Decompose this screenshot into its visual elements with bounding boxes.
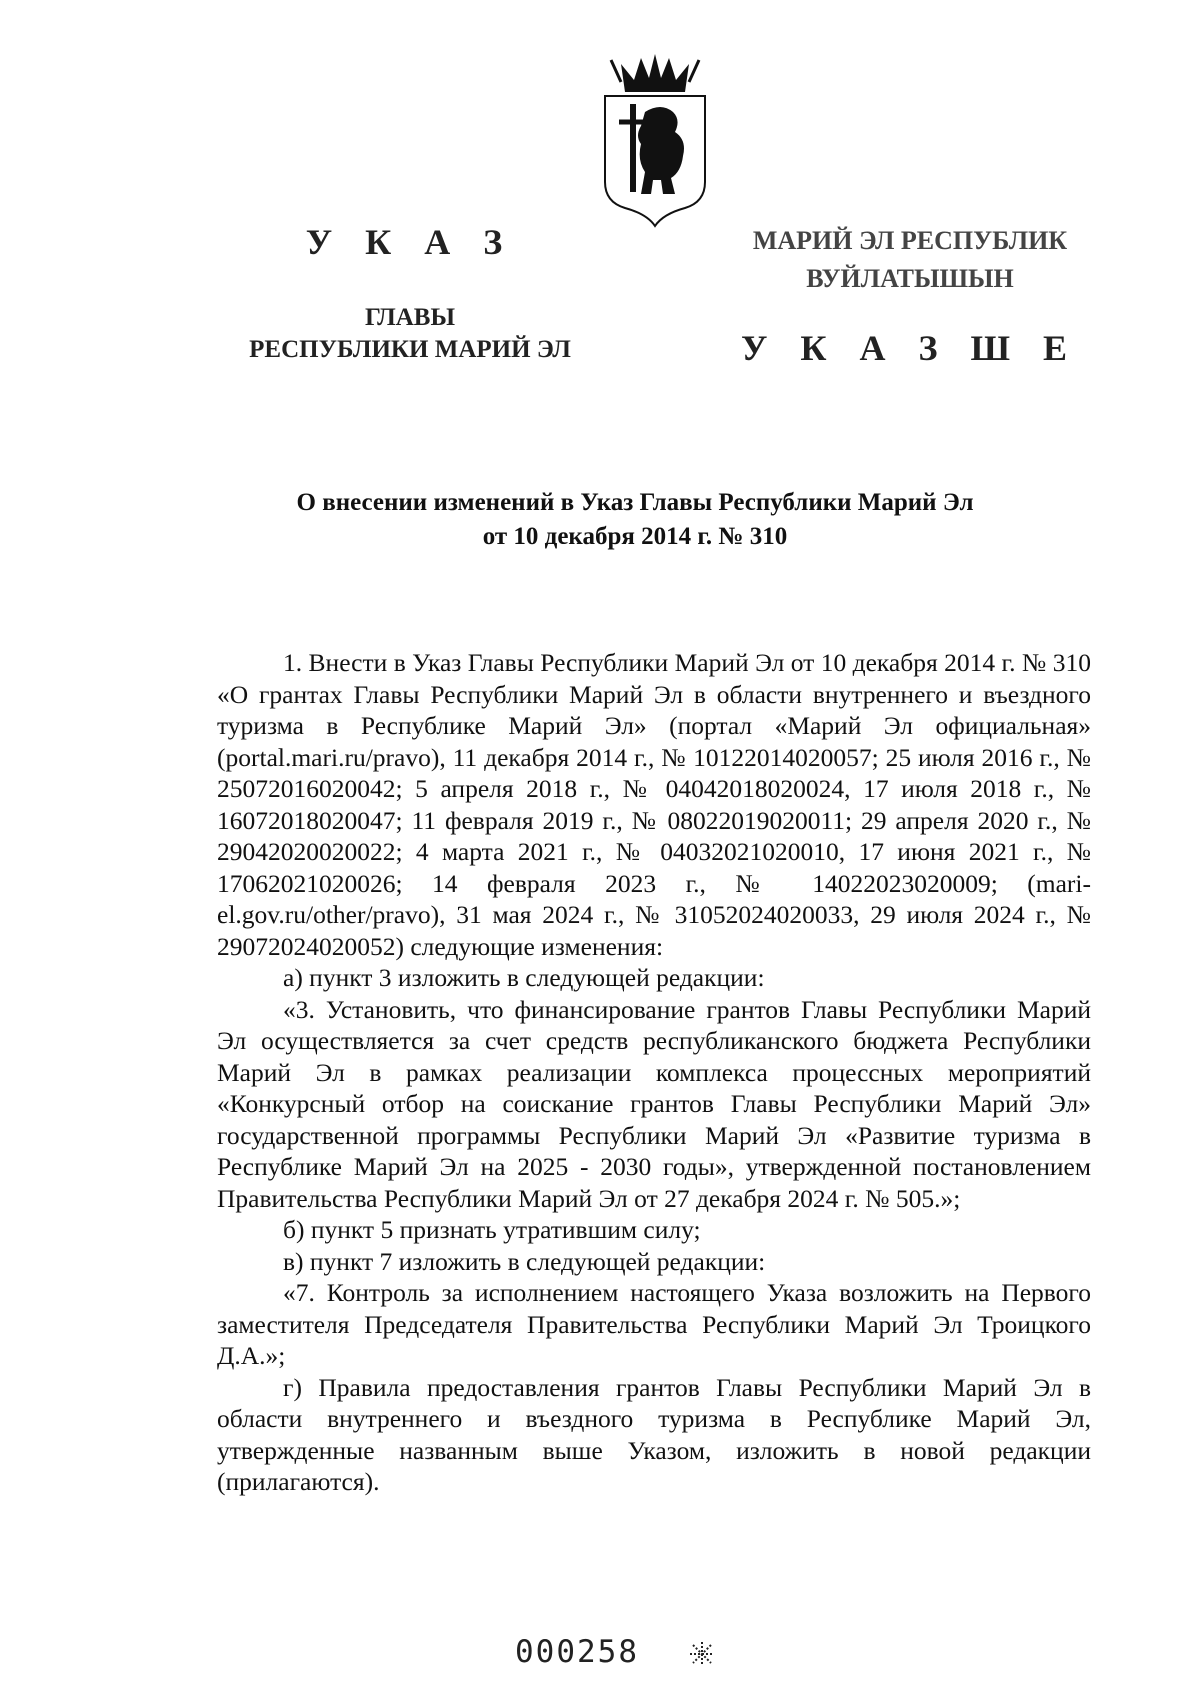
security-mark-icon	[688, 1640, 716, 1668]
document-body	[217, 647, 1091, 1498]
header-ukazshe-title: У К А З Ш Е	[740, 328, 1080, 368]
paragraph-b: б) пункт 5 признать утратившим силу;	[283, 1215, 701, 1244]
document-title-line-2: от 10 декабря 2014 г. № 310	[482, 523, 788, 550]
document-title-line-1: О внесении изменений в Указ Главы Республики Марий Эл	[296, 489, 974, 516]
header-right-line-2: ВУЙЛАТЫШЫН	[806, 264, 1014, 293]
header-right-line-1: МАРИЙ ЭЛ РЕСПУБЛИК	[752, 226, 1068, 255]
paragraph-v: в) пункт 7 изложить в следующей редакции:	[283, 1246, 766, 1276]
paragraph-a: а) пункт 3 изложить в следующей редакции:	[283, 963, 765, 992]
header-left-block	[190, 222, 630, 366]
document-title	[200, 486, 1070, 554]
paragraph-1: 1. Внести в Указ Главы Республики Марий Эл от 10 декабря 2014 г. № 310 «О грантах Главы Республики Марий Эл в области внутреннего и въездного туризма в Республике Марий Эл» (портал «Марий Эл официальная» (portal.mari.ru/pravo), 11 декабря 2014 г., № 10122014020057; 25 июля 2016 г., № 25072016020042; 5 апреля 2018 г., № 04042018020024, 17 июля 2018 г., № 16072018020047; 11 февраля 2019 г., № 08022019020011; 29 апреля 2020 г., № 29042020020022; 4 марта 2021 г., № 04032021020010, 17 июня 2021 г., № 17062021020026; 14 февраля 2023 г., № 14022023020009; (mari-el.gov.ru/other/pravo), 31 мая 2024 г., № 31052024020033, 29 июля 2024 г., № 29072024020052) следующие изменения:	[217, 648, 1091, 961]
header-left-subtitle-2: РЕСПУБЛИКИ МАРИЙ ЭЛ	[249, 336, 571, 363]
serial-number: 000258	[515, 1634, 639, 1670]
paragraph-v-text: «7. Контроль за исполнением настоящего Указа возложить на Первого заместителя Председателя Правительства Республики Марий Эл Троицкого Д.А.»;	[217, 1278, 1091, 1370]
coat-of-arms-emblem	[601, 52, 709, 228]
header-left-subtitle-1: ГЛАВЫ	[364, 304, 456, 331]
paragraph-g: г) Правила предоставления грантов Главы Республики Марий Эл в области внутреннего и въездного туризма в Республике Марий Эл, утвержденные названным выше Указом, изложить в новой редакции (прилагаются).	[217, 1372, 1091, 1496]
header-right-block	[700, 222, 1120, 368]
paragraph-a-text: «3. Установить, что финансирование грантов Главы Республики Марий Эл осуществляется за счет средств республиканского бюджета Республики Марий Эл в рамках реализации комплекса процессных мероприятий «Конкурсный отбор на соискание грантов Главы Республики Марий Эл» государственной программы Республики Марий Эл «Развитие туризма в Республике Марий Эл на 2025 - 2030 годы», утвержденной постановлением Правительства Республики Марий Эл от 27 декабря 2024 г. № 505.»;	[217, 994, 1091, 1213]
header-ukaz-title: У К А З	[305, 222, 515, 262]
